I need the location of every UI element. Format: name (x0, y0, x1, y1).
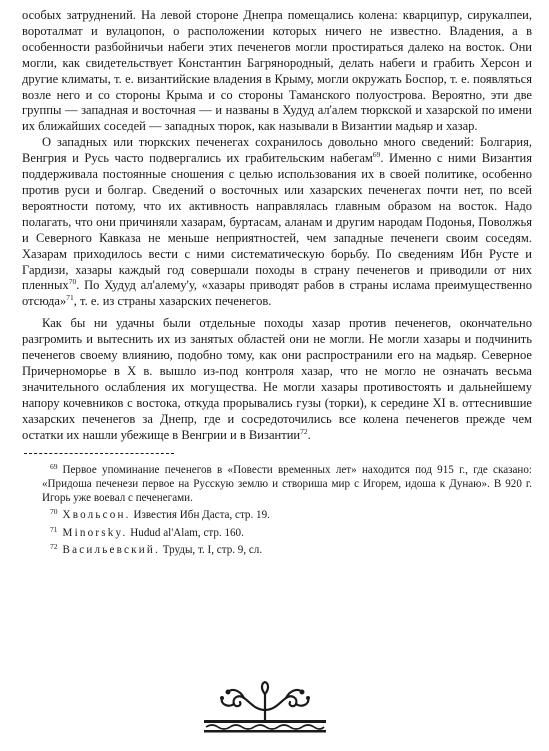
paragraph-3 (22, 316, 532, 443)
footnote-72 (22, 540, 532, 558)
footnote-70 (22, 505, 532, 523)
paragraph-3-text-a: Как бы ни удачны были отдельные походы хазар против печенегов, окончательно разгромить и вытеснить их из занятых областей они не могли. Не могли хазары и подчинить печенегов своему влиянию, подобно тому, как они распространили его на мадьяр. Северное Причерноморье в X в. вышло из-под контроля хазар, что не могло не означать весьма значительного ослабления их могущества. Не могли хазары противостоять и дальнейшему напору кочевников с востока, откуда прорывались гузы (торки), к середине XI в. оттеснившие хазарских печенегов за Днепр, где и сосредоточились все колена печенегов прежде чем остатки их нашли убежище в Венгрии и в Византии (22, 316, 532, 442)
footnote-text: Hudud al'Alam, стр. 160. (130, 526, 244, 539)
footnote-ref-72[interactable]: 72 (300, 426, 308, 436)
footnote-71 (22, 523, 532, 541)
footnote-author: Minorsky. (62, 526, 128, 539)
footnote-text: Труды, т. I, стр. 9, сл. (162, 544, 263, 557)
footnote-separator (24, 453, 174, 454)
paragraph-2-text-a: О западных или тюркских печенегах сохранилось довольно много сведений: Болгария, Венгрия и Русь часто подвергались их грабительским набегам (22, 135, 532, 166)
footnote-69 (22, 460, 532, 505)
footnote-ref-70[interactable]: 70 (68, 277, 77, 287)
paragraph-1 (22, 8, 532, 135)
footnote-text: Известия Ибн Даста, стр. 19. (133, 509, 270, 522)
footnote-number: 70 (50, 507, 58, 517)
paragraph-2-text-d: , т. е. из страны хазарских печенегов. (73, 294, 272, 309)
footnote-ref-71[interactable]: 71 (66, 293, 74, 303)
paragraph-2 (22, 135, 532, 310)
paragraph-1-text: особых затруднений. На левой стороне Днепра помещались колена: кварципур, сирукалпеи, вороталмат и вулацопон, о расположении которых ничего не известно. Владения, а в особенности разбойничьи набеги этих печенегов могли простираться далеко на восток. Они могли, как свидетельствует Константин Багрянородный, делать набеги и грабить Херсон и другие климаты, т. е. византийские владения в Крыму, могли окружать Боспор, т. е. появляться возле него и со стороны Крыма и со стороны Таманского полуострова. Вероятно, эти две группы — западная и восточная — и названы в Худуд ал'алем тюркской и хазарской по имени их ближайших соседей — западных тюрок, как называли в Византии мадьяр и хазар. (22, 8, 532, 134)
paragraph-2-text-c: . По Худуд ал'алему'у, «хазары приводят рабов в страны ислама преимущественно отсюда» (22, 278, 532, 309)
footnote-number: 72 (50, 542, 58, 552)
footnote-text: Первое упоминание печенегов в «Повести временных лет» находится под 915 г., где сказано: «Придоша печенези первое на Русскую землю и створиша мир с Игорем, идоша к Дунаю». В 920 г. Игорь уже воевал с печенегами. (42, 464, 532, 504)
floral-ornament-icon (200, 680, 330, 734)
footnotes (22, 460, 532, 558)
footnote-author: Васильевский. (62, 544, 160, 557)
footnote-author: Хвольсон. (62, 509, 131, 522)
footnote-ref-69[interactable]: 69 (372, 150, 381, 160)
paragraph-3-text-b: . (307, 427, 311, 442)
footnote-number: 71 (50, 524, 58, 534)
paragraph-2-text-b: . Именно с ними Византия поддерживала постоянные сношения с целью использования их в своей политике, особенно против руси и болгар. Сведений о восточных или хазарских печенегах почти нет, по всей вероятности потому, что их активность направлялась главным образом на восток. Надо полагать, что они причиняли хазарам, буртасам, аланам и другим народам Подонья, Поволжья и Северного Кавказа не меньше неприятностей, чем западные печенеги своим соседям. Хазарам приходилось вести с ними систематическую борьбу. По сведениям Ибн Русте и Гардизи, хазары каждый год совершали походы в страну печенегов и приводили от них пленных (22, 151, 532, 293)
footnote-number: 69 (50, 462, 58, 472)
